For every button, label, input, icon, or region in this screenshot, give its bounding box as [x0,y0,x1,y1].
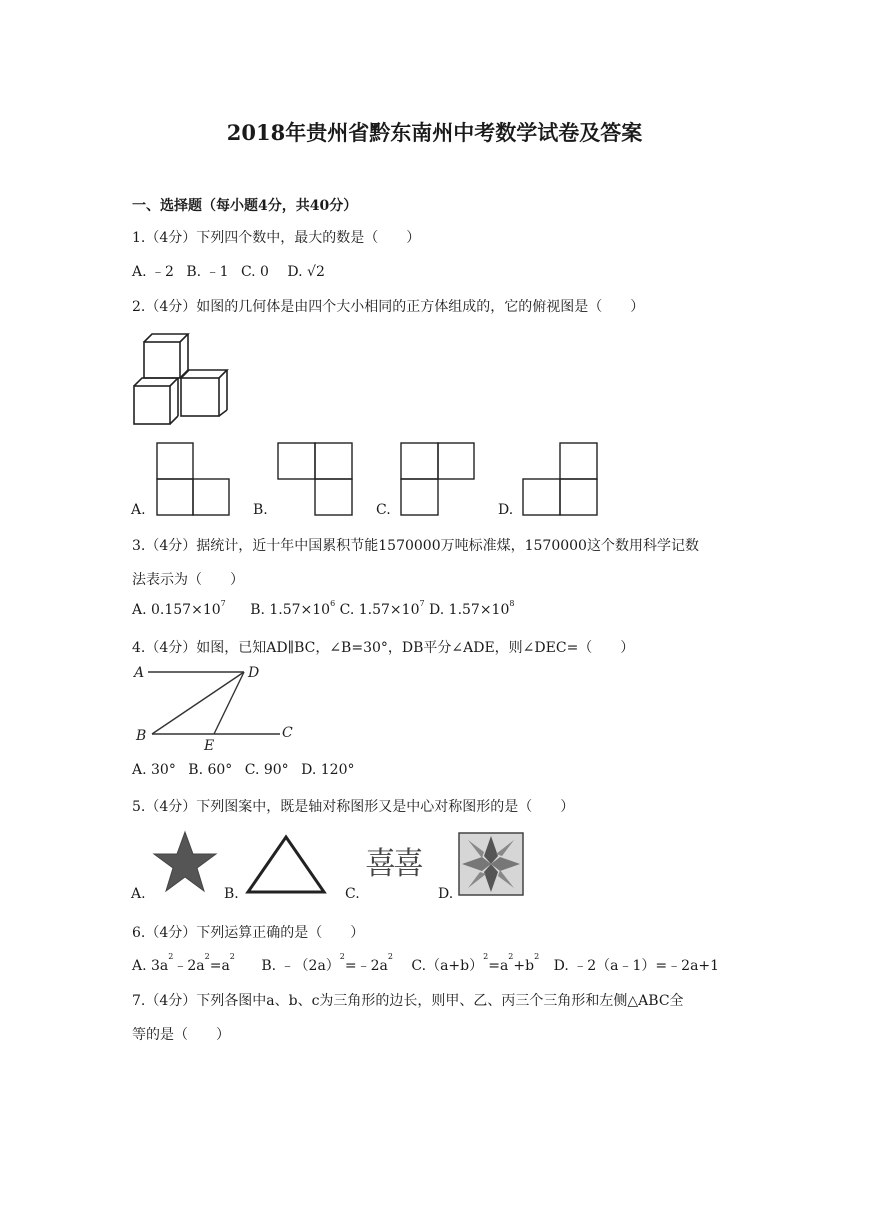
q2-option-d-figure [522,442,599,517]
label-c: C [282,725,293,741]
question-3-stem-line2: 法表示为（ ） [132,572,244,588]
q6-option-b[interactable]: B. $﹣(2a)^2=﹣2a^2$ [261,952,393,974]
q2-option-b-label[interactable]: B. [253,502,268,518]
section-heading: 一、选择题（每小题4分，共40分） [132,198,358,214]
star-icon [152,830,218,894]
q2-option-a-label[interactable]: A. [131,502,146,518]
question-4-stem: 4.（4分）如图，已知AD∥BC，∠B=30°，DB平分∠ADE，则∠DEC=（ ） [132,640,635,656]
q1-option-d[interactable]: D. √2 [287,264,325,280]
q2-option-a-figure [156,442,231,517]
q3-option-d[interactable]: D. $1.57\times 10^8$ [429,599,515,618]
question-7-stem-line2: 等的是（ ） [132,1027,230,1043]
question-6-stem: 6.（4分）下列运算正确的是（ ） [132,925,365,941]
q3-option-c[interactable]: C. $1.57\times 10^7$ [339,599,425,618]
double-happiness-glyph: 喜喜 [365,846,421,882]
q4-option-b[interactable]: B. 60° [188,762,233,778]
q1-option-b[interactable]: B. ﹣1 [186,264,229,280]
q6-option-c[interactable]: $C.(a+b)^2=a^2+b^2$ [411,952,540,974]
q5-option-d-label[interactable]: D. [438,886,454,902]
q1-option-c[interactable]: C. 0 [240,264,269,280]
q6-option-d[interactable]: D. ﹣2（a﹣1）=﹣2a+1 [553,958,720,974]
q5-option-b-label[interactable]: B. [224,886,239,902]
q3-option-b[interactable]: B. $1.57\times 10^6$ [250,599,336,618]
question-3-options [132,599,515,618]
triangle-icon [245,834,327,896]
q4-option-d[interactable]: D. 120° [301,762,355,778]
question-7-stem-line1: 7.（4分）下列各图中a、b、c为三角形的边长，则甲、乙、丙三个三角形和左侧△ABC全 [132,993,684,1009]
q4-geometry-figure [134,662,304,754]
question-5-stem: 5.（4分）下列图案中，既是轴对称图形又是中心对称图形的是（ ） [132,799,575,815]
label-b: B [136,728,147,744]
q4-option-a[interactable]: A. 30° [132,762,176,778]
tile-pattern-icon [458,832,524,896]
question-3-stem-line1: 3.（4分）据统计，近十年中国累积节能1570000万吨标准煤，1570000这个数用科学记数 [132,538,699,554]
label-e: E [204,738,215,754]
question-2-stem: 2.（4分）如图的几何体是由四个大小相同的正方体组成的，它的俯视图是（ ） [132,299,645,315]
question-4-options [132,762,355,778]
q2-option-c-label[interactable]: C. [376,502,391,518]
label-a: A [134,665,145,681]
question-1-stem: 1.（4分）下列四个数中，最大的数是（ ） [132,230,421,246]
label-d: D [248,665,260,681]
q6-option-a[interactable]: A. $3a^2﹣2a^2=a^2$ [132,952,235,974]
q2-option-b-figure [277,442,354,517]
question-1-options [132,261,325,281]
q5-option-a-label[interactable]: A. [131,886,146,902]
q1-option-a[interactable]: A. ﹣2 [132,264,174,280]
q3-option-a[interactable]: A. $0.157\times 10^7$ [132,599,226,618]
page-title: 2018年贵州省黔东南州中考数学试卷及答案 [226,120,643,145]
q2-option-d-label[interactable]: D. [498,502,514,518]
q5-option-c-label[interactable]: C. [345,886,360,902]
question-6-options [132,952,720,975]
q4-option-c[interactable]: C. 90° [244,762,289,778]
cube-stack-figure [130,330,240,430]
q2-option-c-figure [400,442,476,517]
